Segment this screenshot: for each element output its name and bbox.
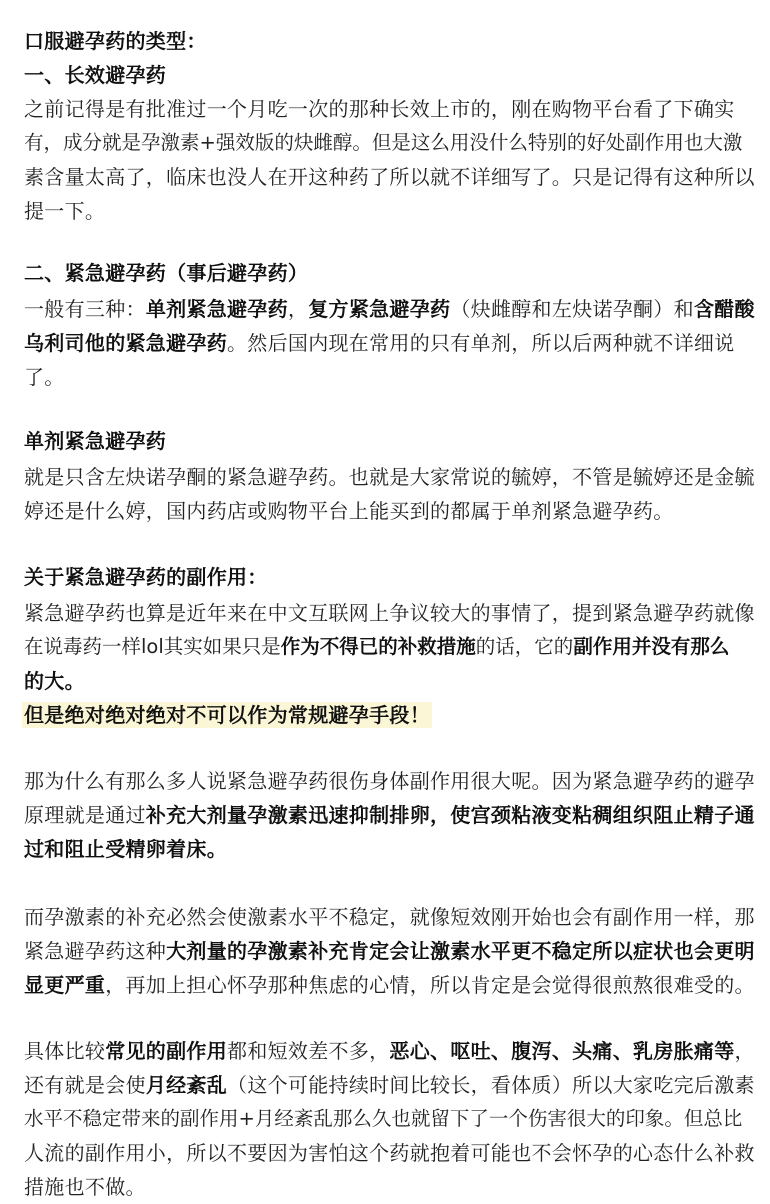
bold-text: 单剂紧急避孕药 [145,297,288,321]
text-run: （炔雌醇和左炔诺孕酮）和 [450,297,694,321]
text-run: ， [734,1039,755,1063]
text-run: 。然后国内现在常用的只有单剂，所以后两种就不详细说 [227,331,735,355]
section1-heading: 一、长效避孕药 [24,63,167,87]
side-effects-heading: 关于紧急避孕药的副作用： [24,565,268,589]
paragraph-line: 之前记得是有批准过一个月吃一次的那种长效上市的，刚在购物平台看了下确实 [24,97,735,121]
paragraph-line: 的大。 [24,669,85,693]
bold-text: 作为不得已的补救措施 [280,635,476,658]
highlighted-warning: 但是绝对绝对绝对不可以作为常规避孕手段！ [24,703,430,727]
bold-text: 副作用并没有那么 [573,635,730,658]
paragraph-line: 人流的副作用小，所以不要因为害怕这个药就抱着可能也不会怀孕的心态什么补救 [24,1141,755,1165]
section2-heading: 二、紧急避孕药（事后避孕药） [24,261,309,285]
paragraph-line: 了。 [24,365,65,389]
bold-text: 含醋酸 [693,297,755,321]
text-run: 还有就是会使 [24,1073,146,1097]
paragraph-line: 措施也不做。 [24,1175,146,1199]
text-run: 的话，它的 [475,635,574,658]
paragraph-line [24,630,758,664]
text-run: 紧急避孕药这种 [24,939,167,963]
text-run: 一般有三种： [24,297,146,321]
page-title: 口服避孕药的类型： [24,29,207,53]
paragraph-line [24,1068,758,1102]
paragraph-line [24,968,758,1002]
paragraph-line: 婷还是什么婷，国内药店或购物平台上能买到的都属于单剂紧急避孕药。 [24,499,674,523]
paragraph-line: 过和阻止受精卵着床。 [24,837,227,861]
bold-text: 恶心、呕吐、腹泻、头痛、乳房胀痛等 [389,1039,735,1063]
bold-text: 常见的副作用 [105,1039,228,1063]
text-run: ， [287,297,309,321]
bold-text: 乌利司他的紧急避孕药 [24,331,227,355]
text-run: 都和短效差不多， [227,1039,390,1063]
paragraph-line [24,326,758,360]
bold-text: 大剂量的孕激素补充肯定会让激素水平更不稳定所以症状也会更明 [166,939,755,963]
paragraph-line: 那为什么有那么多人说紧急避孕药很伤身体副作用很大呢。因为紧急避孕药的避孕 [24,769,755,793]
paragraph-line [24,1034,758,1068]
paragraph-line: 提一下。 [24,199,106,223]
paragraph-line: 紧急避孕药也算是近年来在中文互联网上争议较大的事情了，提到紧急避孕药就像 [24,601,755,625]
text-run: （这个可能持续时间比较长，看体质）所以大家吃完后激素 [227,1073,755,1097]
paragraph-line: 而孕激素的补充必然会使激素水平不稳定，就像短效刚开始也会有副作用一样，那 [24,905,755,929]
paragraph-line [24,934,758,968]
paragraph-line [24,292,758,326]
paragraph-line: 有，成分就是孕激素+强效版的炔雌醇。但是这么用没什么特别的好处副作用也大激 [24,131,743,154]
text-run: ，再加上担心怀孕那种焦虑的心情，所以肯定是会觉得很煎熬很难受的。 [105,973,755,997]
bold-text: 月经紊乱 [145,1073,228,1097]
bold-text: 复方紧急避孕药 [308,297,451,321]
text-run: 具体比较 [24,1039,106,1063]
paragraph-line [24,798,758,832]
warning-line [24,698,758,732]
paragraph-line: 水平不稳定带来的副作用+月经紊乱那么久也就留下了一个伤害很大的印象。但总比 [24,1107,743,1130]
paragraph-line: 素含量太高了，临床也没人在开这种药了所以就不详细写了。只是记得有这种所以 [24,165,755,189]
single-heading: 单剂紧急避孕药 [24,429,167,453]
bold-text: 补充大剂量孕激素迅速抑制排卵，使宫颈粘液变粘稠组织阻止精子通 [145,803,755,827]
text-run: 在说毒药一样lol其实如果只是 [24,635,281,658]
text-run: 原理就是通过 [24,803,146,827]
paragraph-line: 就是只含左炔诺孕酮的紧急避孕药。也就是大家常说的毓婷，不管是毓婷还是金毓 [24,465,755,489]
bold-text: 显更严重 [24,973,106,997]
